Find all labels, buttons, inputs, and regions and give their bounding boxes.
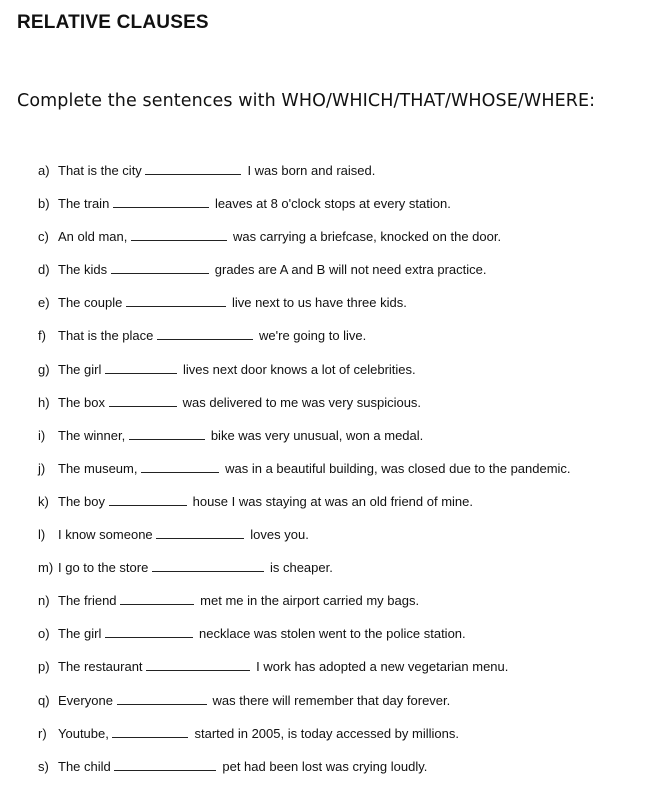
item-label: a): [38, 163, 50, 178]
item-text-before: I go to the store: [58, 560, 149, 576]
item-text-before: The museum,: [58, 460, 138, 476]
answer-blank[interactable]: [112, 725, 188, 738]
exercise-item: [38, 394, 658, 427]
item-text-after: started in 2005, is today accessed by millions.: [194, 725, 459, 741]
exercise-item: [38, 261, 658, 294]
exercise-item: [38, 195, 658, 228]
exercise-item: [38, 294, 658, 327]
item-label: q): [38, 692, 50, 708]
item-label: f): [38, 328, 46, 344]
exercise-item: [38, 228, 658, 261]
item-text-before: The child: [58, 758, 111, 774]
item-text-before: The winner,: [58, 427, 126, 443]
exercise-item: [38, 526, 658, 559]
item-text-before: The girl: [58, 626, 102, 642]
item-text-before: The kids: [58, 262, 108, 278]
item-label: r): [38, 725, 47, 741]
item-text-before: That is the place: [58, 328, 154, 344]
answer-blank[interactable]: [126, 294, 226, 307]
item-text-after: pet had been lost was crying loudly.: [222, 758, 428, 774]
item-text-after: loves you.: [250, 527, 309, 543]
item-text-after: I was born and raised.: [247, 163, 376, 178]
answer-blank[interactable]: [129, 427, 205, 440]
exercise-list: [38, 162, 658, 791]
page-title: RELATIVE CLAUSES: [17, 12, 209, 33]
answer-blank[interactable]: [120, 592, 194, 605]
item-text-before: I know someone: [58, 527, 153, 543]
item-text-after: was delivered to me was very suspicious.: [182, 394, 422, 410]
answer-blank[interactable]: [117, 692, 207, 705]
item-text-after: lives next door knows a lot of celebrities.: [182, 361, 416, 377]
answer-blank[interactable]: [111, 261, 209, 274]
item-label: g): [38, 361, 50, 377]
item-text-before: Youtube,: [58, 725, 109, 741]
exercise-item: [38, 460, 658, 493]
item-text-after: grades are A and B will not need extra practice.: [214, 262, 487, 278]
answer-blank[interactable]: [109, 493, 187, 506]
answer-blank[interactable]: [141, 460, 219, 473]
answer-blank[interactable]: [131, 228, 227, 241]
item-text-after: bike was very unusual, won a medal.: [210, 427, 424, 443]
item-text-after: I work has adopted a new vegetarian menu.: [256, 659, 509, 675]
item-label: j): [38, 460, 46, 476]
item-label: k): [38, 493, 49, 509]
item-text-before: The train: [58, 196, 110, 212]
item-label: m): [38, 560, 54, 576]
exercise-item: [38, 658, 658, 691]
answer-blank[interactable]: [105, 361, 177, 374]
item-text-before: The girl: [58, 361, 102, 377]
instructions: Complete the sentences with WHO/WHICH/THAT/WHOSE/WHERE:: [17, 91, 596, 111]
item-text-after: was in a beautiful building, was closed due to the pandemic.: [225, 460, 571, 476]
exercise-item: [38, 427, 658, 460]
exercise-item: [38, 625, 658, 658]
answer-blank[interactable]: [109, 394, 177, 407]
item-text-before: Everyone: [58, 692, 113, 708]
exercise-item: [38, 725, 658, 758]
exercise-item: [38, 559, 658, 592]
answer-blank[interactable]: [113, 195, 209, 208]
item-label: b): [38, 196, 50, 212]
item-text-before: An old man,: [58, 229, 128, 245]
item-label: i): [38, 427, 46, 443]
answer-blank[interactable]: [156, 526, 244, 539]
answer-blank[interactable]: [105, 625, 193, 638]
item-text-after: met me in the airport carried my bags.: [200, 593, 420, 609]
item-text-after: house I was staying at was an old friend of mine.: [192, 493, 473, 509]
answer-blank[interactable]: [152, 559, 264, 572]
answer-blank[interactable]: [145, 162, 241, 175]
item-text-after: live next to us have three kids.: [231, 295, 407, 311]
answer-blank[interactable]: [146, 658, 250, 671]
item-label: n): [38, 593, 50, 609]
item-text-before: That is the city: [58, 163, 142, 178]
answer-blank[interactable]: [157, 327, 253, 340]
item-label: h): [38, 394, 50, 410]
exercise-item: [38, 592, 658, 625]
item-label: c): [38, 229, 49, 245]
item-label: p): [38, 659, 50, 675]
item-label: l): [38, 527, 46, 543]
exercise-item: [38, 493, 658, 526]
item-text-after: leaves at 8 o'clock stops at every station.: [214, 196, 451, 212]
item-text-after: we're going to live.: [259, 328, 367, 344]
exercise-item: [38, 361, 658, 394]
item-label: d): [38, 262, 50, 278]
item-label: e): [38, 295, 50, 311]
item-text-after: necklace was stolen went to the police station.: [198, 626, 466, 642]
answer-blank[interactable]: [114, 758, 216, 771]
item-text-before: The boy: [58, 493, 105, 509]
item-text-after: was there will remember that day forever.: [212, 692, 451, 708]
item-label: o): [38, 626, 50, 642]
item-text-before: The restaurant: [58, 659, 143, 675]
item-text-after: was carrying a briefcase, knocked on the door.: [233, 229, 502, 245]
exercise-item: [38, 327, 658, 360]
item-text-before: The box: [58, 394, 105, 410]
exercise-item: [38, 162, 658, 195]
exercise-item: [38, 692, 658, 725]
item-text-before: The couple: [58, 295, 123, 311]
exercise-item: [38, 758, 658, 791]
item-text-after: is cheaper.: [269, 560, 333, 576]
item-text-before: The friend: [58, 593, 117, 609]
item-label: s): [38, 758, 49, 774]
